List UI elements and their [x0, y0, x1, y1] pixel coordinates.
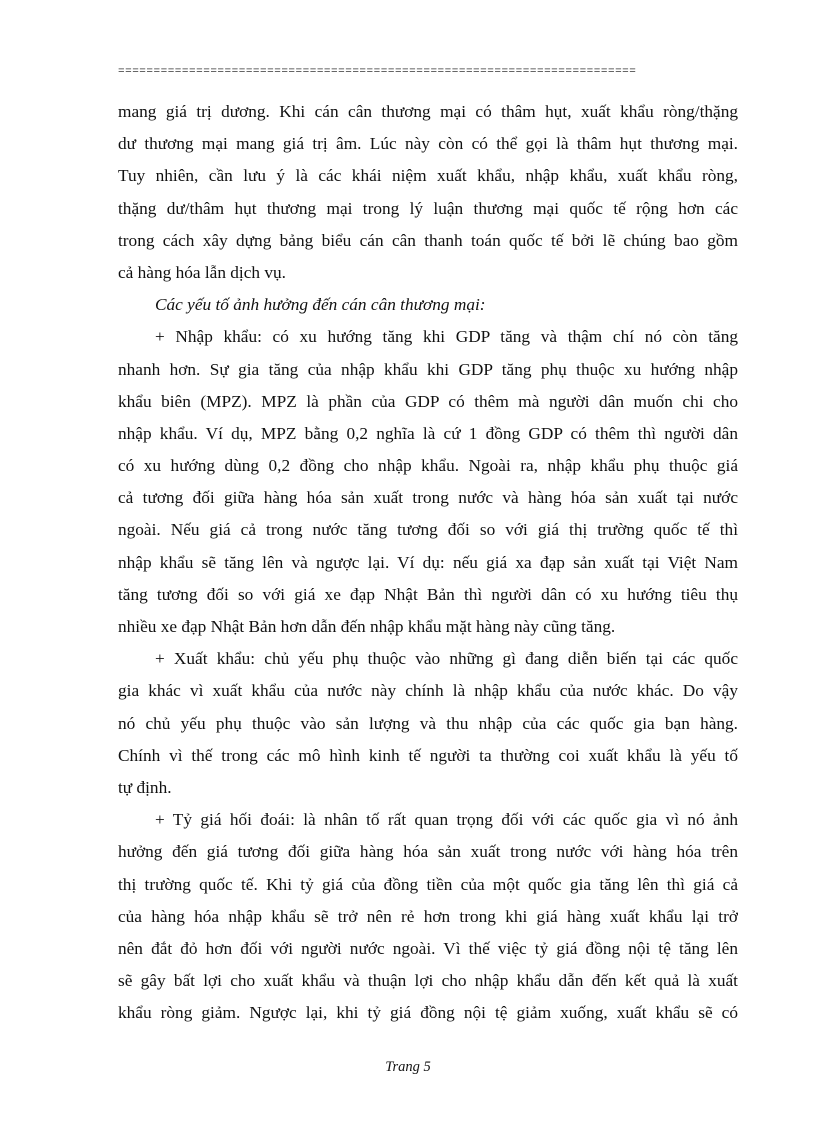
text-line: Tuy nhiên, cần lưu ý là các khái niệm xuất khẩu, nhập khẩu, xuất khẩu ròng,	[118, 166, 738, 186]
text-line: nhập khẩu sẽ tăng lên và ngược lại. Ví dụ: nếu giá xa đạp sản xuất tại Việt Nam	[118, 552, 738, 572]
text-line: hưởng đến giá tương đối giữa hàng hóa sản xuất trong nước với hàng hóa trên	[118, 842, 738, 862]
text-line: Chính vì thế trong các mô hình kinh tế người ta thường coi xuất khẩu là yếu tố	[118, 745, 738, 765]
text-line: của hàng hóa nhập khẩu sẽ trở nên rẻ hơn trong khi giá hàng xuất khẩu lại trở	[118, 906, 738, 926]
text-line: ngoài. Nếu giá cả trong nước tăng tương đối so với giá thị trường quốc tế thì	[118, 520, 738, 540]
header-rule: =========================================================================	[118, 66, 637, 78]
text-line: + Nhập khẩu: có xu hướng tăng khi GDP tăng và thậm chí nó còn tăng	[155, 327, 738, 347]
text-line: mang giá trị dương. Khi cán cân thương mại có thâm hụt, xuất khẩu ròng/thặng	[118, 102, 738, 121]
paragraph	[118, 321, 738, 643]
text-line: nên đắt đỏ hơn đối với người nước ngoài. Vì thế việc tỷ giá đồng nội tệ tăng lên	[118, 938, 738, 958]
paragraph	[118, 643, 738, 804]
text-line: Các yếu tố ảnh hưởng đến cán cân thương mại:	[155, 295, 486, 315]
text-line: + Xuất khẩu: chủ yếu phụ thuộc vào những gì đang diễn biến tại các quốc	[155, 649, 738, 669]
text-line: cả tương đối giữa hàng hóa sản xuất trong nước và hàng hóa sản xuất tại nước	[118, 488, 738, 508]
paragraph	[118, 96, 738, 289]
text-line: nó chủ yếu phụ thuộc vào sản lượng và thu nhập của các quốc gia bạn hàng.	[118, 713, 738, 733]
text-line: tăng tương đối so với giá xe đạp Nhật Bản thì người dân có xu hướng tiêu thụ	[118, 584, 738, 604]
text-line: tự định.	[118, 777, 172, 797]
text-line: sẽ gây bất lợi cho xuất khẩu và thuận lợi cho nhập khẩu dẫn đến kết quả là xuất	[118, 971, 738, 991]
text-line: + Tỷ giá hối đoái: là nhân tố rất quan trọng đối với các quốc gia vì nó ảnh	[155, 810, 738, 830]
page-body	[118, 96, 738, 1029]
paragraph	[118, 804, 738, 1029]
text-line: có xu hướng dùng 0,2 đồng cho nhập khẩu. Ngoài ra, nhập khẩu phụ thuộc giá	[118, 456, 738, 476]
text-line: khẩu biên (MPZ). MPZ là phần của GDP có thêm mà người dân muốn chi cho	[118, 391, 738, 411]
text-line: khẩu ròng giảm. Ngược lại, khi tỷ giá đồng nội tệ giảm xuống, xuất khẩu sẽ có	[118, 1003, 738, 1023]
page-number: Trang 5	[385, 1059, 431, 1075]
text-line: nhiều xe đạp Nhật Bản hơn dẫn đến nhập khẩu mặt hàng này cũng tăng.	[118, 617, 616, 636]
text-line: gia khác vì xuất khẩu của nước này chính là nhập khẩu của nước khác. Do vậy	[118, 681, 738, 701]
text-line: dư thương mại mang giá trị âm. Lúc này còn có thể gọi là thâm hụt thương mại.	[118, 134, 738, 154]
paragraph	[118, 289, 738, 321]
text-line: trong cách xây dựng bảng biểu cán cân thanh toán quốc tế bởi lẽ chúng bao gồm	[118, 230, 738, 250]
text-line: cả hàng hóa lẫn dịch vụ.	[118, 262, 286, 282]
text-line: thặng dư/thâm hụt thương mại trong lý luận thương mại quốc tế rộng hơn các	[118, 198, 738, 218]
text-line: thị trường quốc tế. Khi tỷ giá của đồng tiền của một quốc gia tăng lên thì giá cả	[118, 874, 738, 894]
text-line: nhập khẩu. Ví dụ, MPZ bằng 0,2 nghĩa là cứ 1 đồng GDP có thêm thì người dân	[118, 423, 738, 443]
text-line: nhanh hơn. Sự gia tăng của nhập khẩu khi GDP tăng phụ thuộc xu hướng nhập	[118, 359, 738, 379]
